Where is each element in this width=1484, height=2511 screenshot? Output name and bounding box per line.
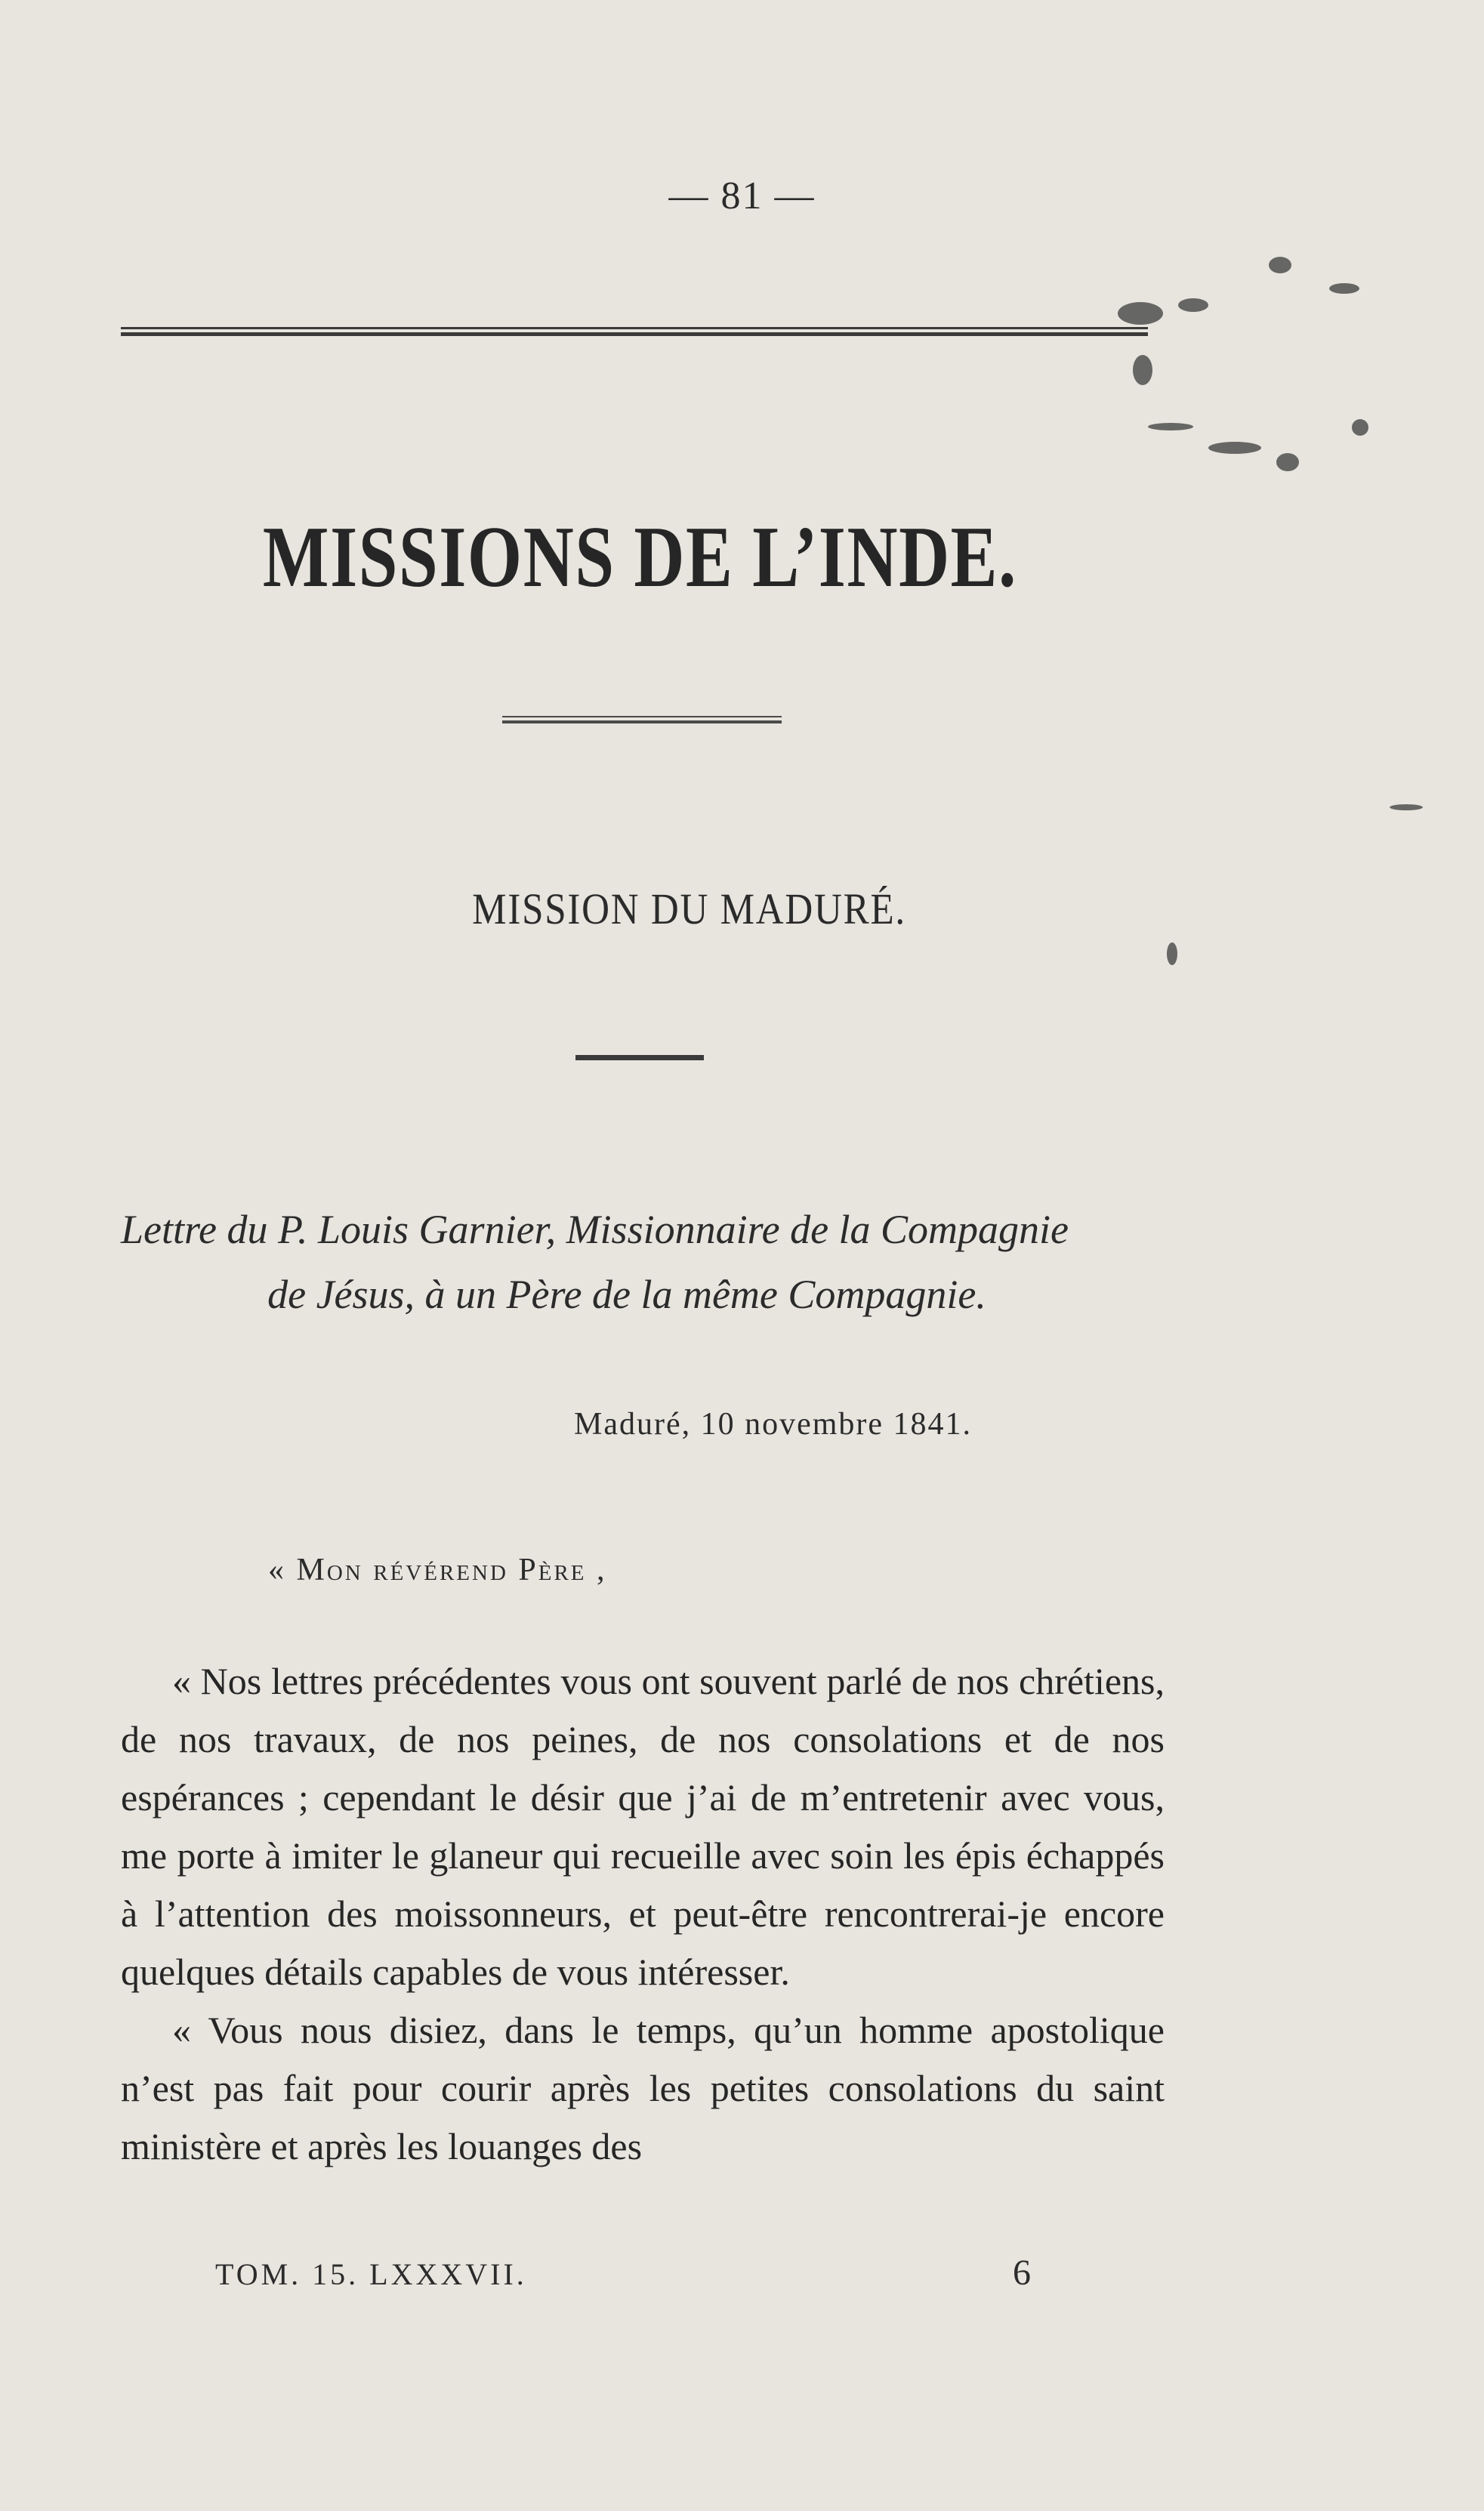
section-rule	[575, 1055, 704, 1060]
page-number: — 81 —	[668, 174, 816, 217]
signature-mark: 6	[1013, 2253, 1031, 2293]
header-rule	[121, 327, 1148, 336]
title-rule	[502, 716, 782, 723]
volume-marker: TOM. 15. LXXXVII.	[215, 2257, 527, 2291]
page-footer	[215, 2252, 1031, 2294]
letter-heading-line-2: de Jésus, à un Père de la même Compagnie.	[267, 1272, 986, 1317]
paragraph: « Vous nous disiez, dans le temps, qu’un homme apostolique n’est pas fait pour courir après les petites consolations du saint ministère et après les louanges des	[121, 2009, 1165, 2167]
salutation: « Mon révérend Père ,	[268, 1553, 607, 1587]
main-title: MISSIONS DE L’INDE.	[262, 509, 1018, 606]
letter-heading	[121, 1197, 1223, 1327]
body-text	[121, 1652, 1165, 2176]
section-title: MISSION DU MADURÉ.	[472, 884, 906, 933]
paragraph: « Nos lettres précédentes vous ont souvent parlé de nos chrétiens, de nos travaux, de nos peines, de nos consolations et de nos espérances ; cependant le désir que j’ai de m’entretenir avec vous, me porte à imiter le glaneur qui recueille avec soin les épis échappés à l’attention des moissonneurs, et peut-être rencontrerai-je encore quelques détails capables de vous intéresser.	[121, 1660, 1165, 1993]
letter-heading-line-1: Lettre du P. Louis Garnier, Missionnaire de la Compagnie	[121, 1207, 1069, 1252]
dateline: Maduré, 10 novembre 1841.	[574, 1407, 973, 1442]
